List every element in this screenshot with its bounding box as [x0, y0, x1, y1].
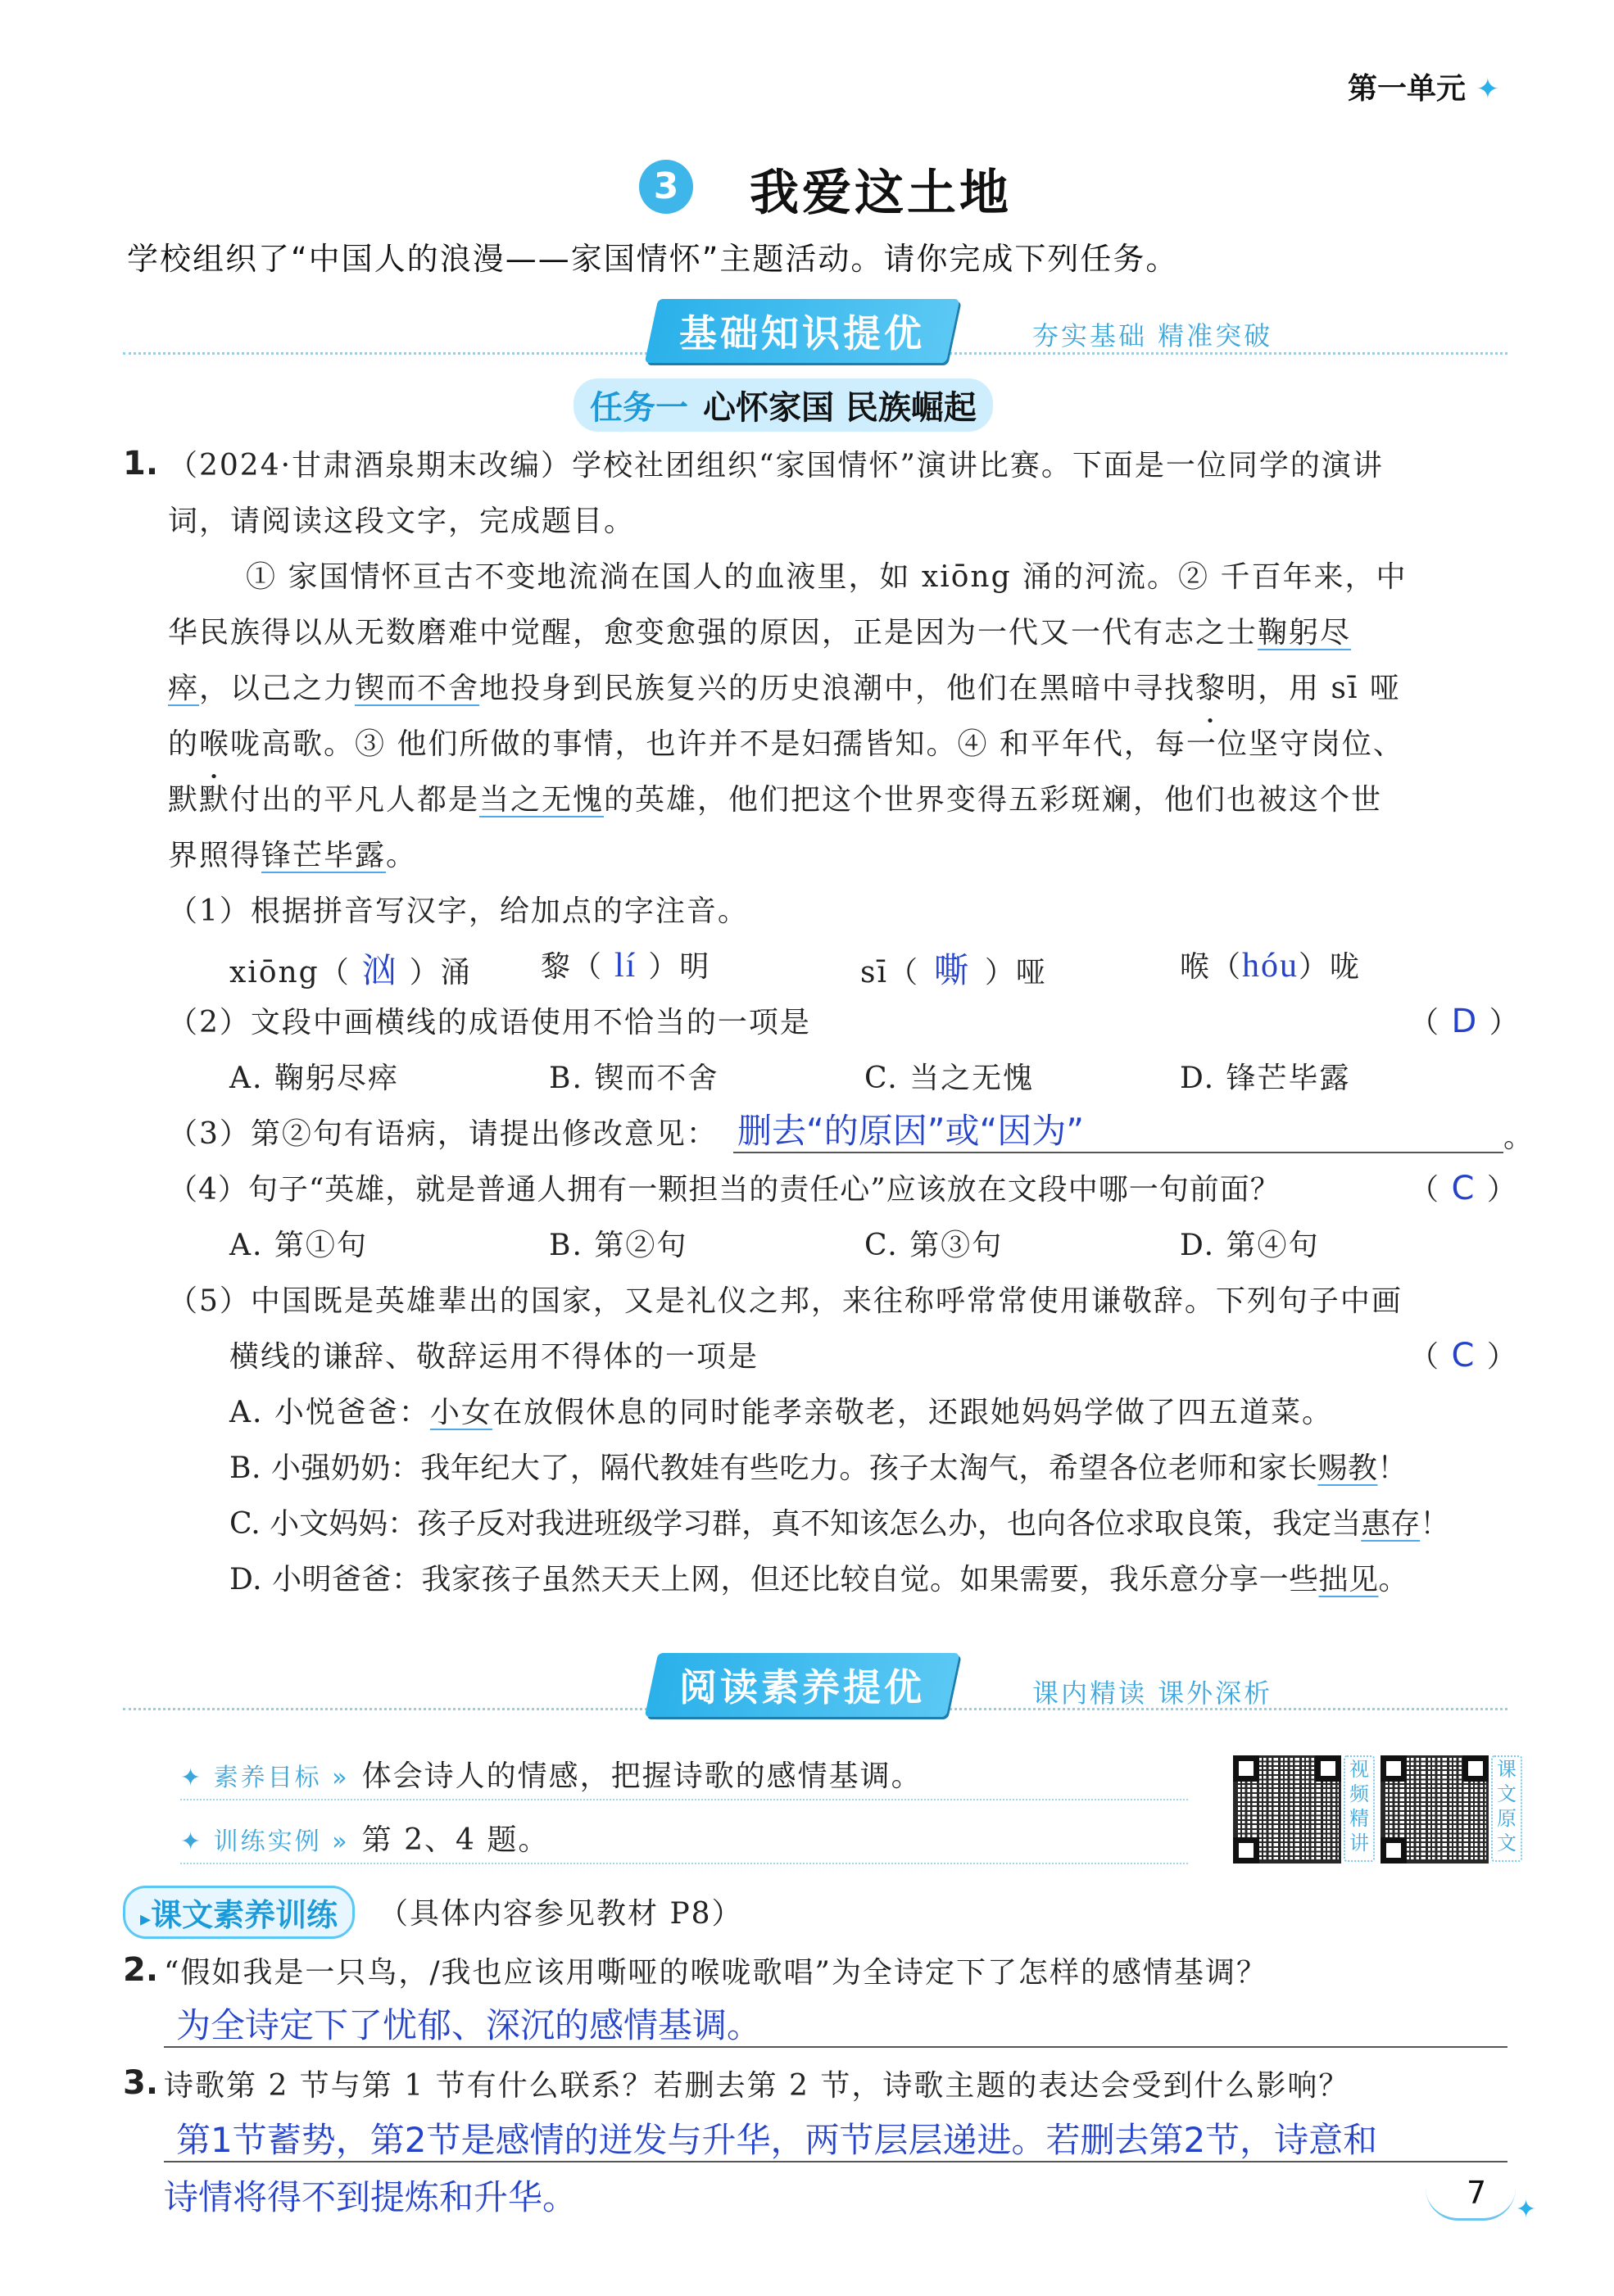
- sub1-answer-4: hóu: [1242, 947, 1299, 985]
- option-text: 小明爸爸：我家孩子虽然天天上网，但还比较自觉。如果需要，我乐意分享一些: [271, 1563, 1319, 1596]
- idiom-fengmang: 锋芒毕露: [261, 839, 387, 872]
- passage-line3-d: 地投身到民族复兴的历史浪潮中，他们在黑暗中寻找: [479, 672, 1196, 705]
- section1-banner: [645, 299, 960, 363]
- sub2-emphasis: 不恰当: [592, 1006, 687, 1039]
- sub4-answer-paren: （ C ）: [1409, 1170, 1518, 1207]
- sub3-prompt: （3）第②句有语病，请提出修改意见：: [168, 1117, 718, 1151]
- sub1-item-1-before: xiōng（: [229, 956, 351, 989]
- passage-line6-c: 。: [386, 839, 418, 872]
- sub1-item-4-before: 喉（: [1180, 950, 1243, 984]
- q2-number: 2.: [123, 1951, 159, 1989]
- passage-line1: ① 家国情怀亘古不变地流淌在国人的血液里，如 xiōng 涌的河流。② 千百年来，中: [246, 560, 1408, 594]
- sub2-prompt: [168, 999, 811, 1041]
- passage-line4-c: 咙高歌。③ 他们所做的事情，也许并不是妇孺皆知。④ 和平年代，每一位坚守岗位、: [230, 727, 1404, 761]
- qr-label-video: 视频精讲: [1344, 1755, 1375, 1862]
- idiom-jugong: 鞠躬尽: [1258, 616, 1352, 650]
- lesson-number-badge: [639, 160, 693, 214]
- intro-text: 学校组织了“中国人的浪漫——家国情怀”主题活动。请你完成下列任务。: [127, 241, 1179, 277]
- sub5-option-c: [229, 1501, 1449, 1542]
- sub4-option-a: A. 第①句: [229, 1229, 368, 1262]
- option-text: 小悦爸爸：: [274, 1396, 430, 1429]
- passage-line3: [168, 665, 1401, 707]
- sub5-answer: C: [1451, 1337, 1476, 1374]
- q3-prompt: 诗歌第 2 节与第 1 节有什么联系？若删去第 2 节，诗歌主题的表达会受到什么影响？: [164, 2069, 1350, 2103]
- task1-label: 任务一: [590, 389, 688, 427]
- sub1-item-2-after: ）明: [648, 950, 711, 984]
- q1-stem-line2: 词，请阅读这段文字，完成题目。: [168, 505, 636, 538]
- option-text-end: ！: [1377, 1451, 1408, 1485]
- training-label-text: 课文素养训练: [151, 1897, 338, 1933]
- option-text: 小文妈妈：孩子反对我进班级学习群，真不知该怎么办，也向各位求取良策，我定当: [270, 1507, 1362, 1541]
- sparkle-icon: ✦: [1516, 2195, 1537, 2224]
- sub2-prompt-b: 的一项是: [686, 1006, 811, 1039]
- task1-pill: [574, 378, 993, 432]
- passage-line6: [168, 832, 417, 874]
- training-label: [123, 1886, 355, 1939]
- sub1-item-2: [541, 944, 710, 985]
- passage-line4-a: 的: [168, 727, 200, 761]
- task1-title: 心怀家国 民族崛起: [703, 389, 977, 427]
- passage-line3-f: 明，用 sī 哑: [1226, 672, 1401, 705]
- lesson-number: 3: [653, 165, 679, 207]
- option-text: 小强奶奶：我年纪大了，隔代教娃有些吃力。孩子太淘气，希望各位老师和家长: [270, 1451, 1318, 1485]
- idiom-jugong-end: 瘁: [168, 672, 200, 705]
- sub4-option-d: D. 第④句: [1180, 1229, 1320, 1262]
- sub5-prompt-a: 横线的谦辞、敬辞运用: [229, 1340, 542, 1374]
- option-underlined: 小女: [429, 1396, 492, 1429]
- goal-row-1: [180, 1753, 1188, 1800]
- sub2-answer: D: [1451, 1003, 1479, 1040]
- sub1-item-1: [229, 944, 472, 993]
- dotted-char-hou: 喉: [199, 727, 231, 761]
- sub3-answer: 删去“的原因”或“因为”: [737, 1111, 1085, 1151]
- sparkle-icon: ✦: [1476, 73, 1500, 106]
- lesson-title: 我爱这土地: [750, 165, 1012, 222]
- section1-banner-text: 基础知识提优: [679, 311, 925, 355]
- option-text-end: 在放假休息的同时能孝亲敬老，还跟她妈妈学做了四五道菜。: [492, 1396, 1333, 1429]
- idiom-dangzhi: 当之无愧: [479, 783, 605, 817]
- option-underlined: 拙见: [1318, 1563, 1379, 1596]
- sub1-answer-3: 嘶: [934, 950, 971, 990]
- q2-answer: 为全诗定下了忧郁、深沉的感情基调。: [176, 2005, 762, 2045]
- sub1-item-3-after: ）哑: [985, 956, 1048, 989]
- sub5-prompt-b: 的一项是: [634, 1340, 759, 1374]
- passage-line2: [168, 609, 1351, 651]
- sub1-item-3-before: sī（: [860, 956, 919, 989]
- goal-text-1: 体会诗人的情感，把握诗歌的感情基调。: [361, 1759, 923, 1793]
- qr-label-text: 课文原文: [1491, 1755, 1522, 1862]
- sub1-answer-1: 汹: [361, 950, 398, 990]
- option-text-end: ！: [1420, 1507, 1450, 1541]
- dotted-char-li: 黎: [1195, 672, 1227, 705]
- sub1-item-4-after: ）咙: [1299, 950, 1362, 984]
- sub1-item-3: [860, 944, 1047, 993]
- qr-code-video[interactable]: [1233, 1755, 1341, 1864]
- passage-line2-a: 华民族得以从无数磨难中觉醒，愈变愈强的原因，正是因为一代又一代有志之士: [168, 616, 1258, 650]
- q3-answer-line1-text: 第1节蓄势，第2节是感情的迸发与升华，两节层层递进。若删去第2节，诗意和: [176, 2120, 1378, 2160]
- sub2-option-a: A. 鞠躬尽瘁: [229, 1062, 399, 1095]
- q1-number: 1.: [123, 445, 159, 482]
- sub4-option-b: B. 第②句: [549, 1229, 688, 1262]
- sub1-item-4: [1180, 944, 1361, 985]
- option-underlined: 赐教: [1317, 1451, 1378, 1485]
- sub1-item-2-before: 黎（: [541, 950, 604, 984]
- sub5-emphasis: 不得体: [541, 1340, 635, 1374]
- play-icon: ▸: [140, 1907, 152, 1931]
- q2-prompt: “假如我是一只鸟，/我也应该用嘶哑的喉咙歌唱”为全诗定下了怎样的感情基调？: [164, 1956, 1267, 1990]
- sub5-prompt-line1: （5）中国既是英雄辈出的国家，又是礼仪之邦，来往称呼常常使用谦敬辞。下列句子中画: [168, 1284, 1403, 1318]
- sub2-answer-paren: （ D ）: [1409, 1003, 1521, 1040]
- sub5-option-d: [229, 1556, 1408, 1598]
- sub5-option-a: [229, 1389, 1333, 1431]
- passage-line3-b: ，以己之力: [199, 672, 356, 705]
- sub1-answer-2: lí: [614, 947, 637, 985]
- goal-label-2: ✦ 训练实例 »: [180, 1827, 350, 1856]
- section1-tags: 夯实基础 精准突破: [1032, 320, 1273, 351]
- goal-row-2: [180, 1817, 1188, 1864]
- q3-answer-line2-text: 诗情将得不到提炼和升华。: [164, 2177, 578, 2217]
- qr-code-text[interactable]: [1381, 1755, 1489, 1864]
- option-letter: B.: [229, 1451, 261, 1485]
- goal-text-2: 第 2、4 题。: [361, 1823, 550, 1857]
- unit-label: 第一单元: [1348, 72, 1467, 106]
- passage-line5-c: 的英雄，他们把这个世界变得五彩斑斓，他们也被这个世: [604, 783, 1383, 817]
- sub5-option-b: [229, 1445, 1408, 1487]
- passage-line5: [168, 777, 1382, 818]
- sub4-option-c: C. 第③句: [864, 1229, 1004, 1262]
- sub2-option-b: B. 锲而不舍: [549, 1062, 719, 1095]
- option-underlined: 惠存: [1361, 1507, 1421, 1541]
- sub5-prompt-line2: [229, 1334, 759, 1375]
- section2-banner-text: 阅读素养提优: [679, 1665, 925, 1710]
- section2-tags: 课内精读 课外深析: [1032, 1678, 1273, 1709]
- section2-banner: [645, 1653, 960, 1717]
- option-letter: A.: [229, 1396, 264, 1429]
- sub2-option-c: C. 当之无愧: [864, 1062, 1035, 1095]
- sub3-end: 。: [1503, 1121, 1535, 1154]
- passage-line5-a: 默默付出的平凡人都是: [168, 783, 480, 817]
- option-letter: C.: [229, 1507, 261, 1541]
- sub1-prompt: （1）根据拼音写汉字，给加点的字注音。: [168, 894, 749, 928]
- sub5-answer-paren: （ C ）: [1409, 1337, 1518, 1374]
- unit-header: [1348, 66, 1499, 107]
- option-letter: D.: [229, 1563, 263, 1596]
- q3-number: 3.: [123, 2064, 159, 2102]
- sub4-answer: C: [1451, 1170, 1476, 1207]
- idiom-qieer: 锲而不舍: [355, 672, 480, 705]
- sub2-option-d: D. 锋芒毕露: [1180, 1062, 1351, 1095]
- q1-stem-line1: （2024·甘肃酒泉期末改编）学校社团组织“家国情怀”演讲比赛。下面是一位同学的演讲: [168, 449, 1384, 482]
- page-number: 7: [1467, 2175, 1487, 2211]
- sub4-prompt: （4）句子“英雄，就是普通人拥有一颗担当的责任心”应该放在文段中哪一句前面？: [168, 1173, 1281, 1207]
- goal-label-1: ✦ 素养目标 »: [180, 1764, 350, 1792]
- sub1-item-1-after: ）涌: [409, 956, 472, 989]
- sub2-prompt-a: （2）文段中画横线的成语使用: [168, 1006, 593, 1039]
- passage-line6-a: 界照得: [168, 839, 262, 872]
- training-note: （具体内容参见教材 P8）: [379, 1897, 743, 1931]
- passage-line4: [168, 721, 1404, 763]
- option-text-end: 。: [1378, 1563, 1409, 1596]
